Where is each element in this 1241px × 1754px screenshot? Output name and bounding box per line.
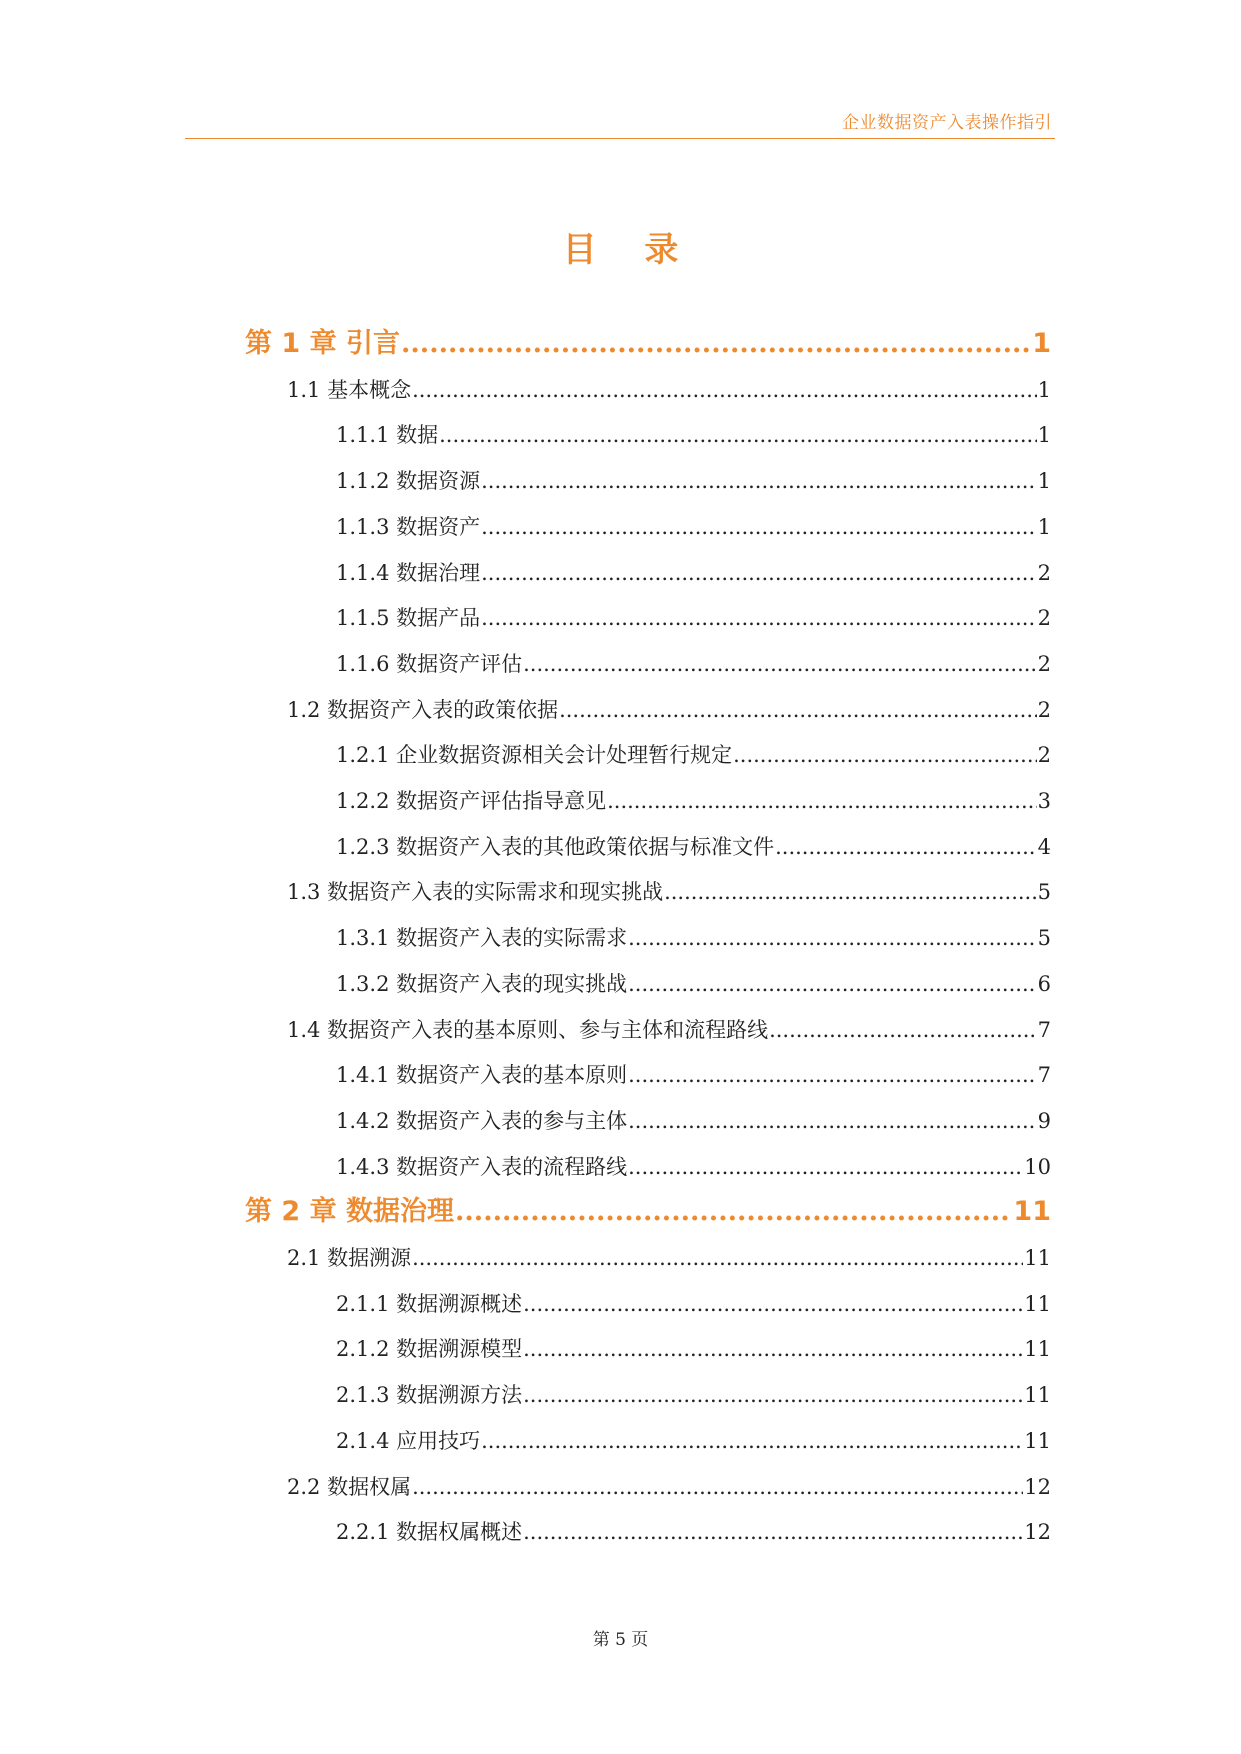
toc-entry-page-number: 4: [1037, 834, 1051, 859]
dot-leader: [523, 1289, 1023, 1319]
dot-leader: [733, 740, 1037, 770]
toc-entry-page-number: 11: [1024, 1291, 1051, 1316]
dot-leader: [481, 466, 1037, 496]
page-header: [185, 104, 1055, 139]
dot-leader: [628, 969, 1037, 999]
toc-subsection-entry[interactable]: [336, 1426, 1051, 1456]
dot-leader: [412, 375, 1037, 405]
toc-entry-page-number: 2: [1037, 697, 1051, 722]
toc-subsection-entry[interactable]: [336, 466, 1051, 496]
dot-leader: [607, 786, 1037, 816]
toc-entry-page-number: 7: [1037, 1017, 1051, 1042]
toc-subsection-entry[interactable]: [336, 649, 1051, 679]
toc-entry-label: 1.1.4 数据治理: [336, 560, 481, 585]
toc-entry-page-number: 7: [1037, 1063, 1051, 1088]
toc-entry-label: 1.1.3 数据资产: [336, 514, 481, 539]
toc-entry-label: 1.4 数据资产入表的基本原则、参与主体和流程路线: [287, 1017, 769, 1042]
toc-chapter-entry[interactable]: [245, 1197, 1051, 1227]
toc-subsection-entry[interactable]: [336, 1152, 1051, 1182]
toc-entry-page-number: 11: [1024, 1337, 1051, 1362]
toc-entry-label: 2.1 数据溯源: [287, 1246, 412, 1270]
toc-entry-label: 2.2.1 数据权属概述: [336, 1520, 523, 1545]
toc-entry-page-number: 5: [1037, 926, 1051, 951]
toc-section-entry[interactable]: [287, 1472, 1051, 1502]
dot-leader: [628, 923, 1037, 953]
toc-entry-page-number: 1: [1037, 469, 1051, 494]
toc-subsection-entry[interactable]: [336, 1380, 1051, 1410]
dot-leader: [412, 1472, 1023, 1502]
dot-leader: [628, 1152, 1023, 1182]
dot-leader: [481, 512, 1037, 542]
toc-subsection-entry[interactable]: [336, 1517, 1051, 1547]
toc-entry-page-number: 12: [1024, 1474, 1051, 1499]
toc-entry-label: 1.1.2 数据资源: [336, 469, 481, 494]
toc-entry-label: 2.1.1 数据溯源概述: [336, 1291, 523, 1316]
toc-entry-label: 2.2 数据权属: [287, 1474, 412, 1499]
dot-leader: [412, 1243, 1023, 1273]
toc-entry-label: 1.3.2 数据资产入表的现实挑战: [336, 971, 628, 996]
toc-entry-label: 1.4.2 数据资产入表的参与主体: [336, 1108, 628, 1133]
toc-entry-page-number: 2: [1037, 560, 1051, 585]
toc-entry-page-number: 10: [1024, 1154, 1051, 1179]
toc-subsection-entry[interactable]: [336, 786, 1051, 816]
toc-entry-page-number: 11: [1024, 1246, 1051, 1270]
toc-entry-label: 1.3 数据资产入表的实际需求和现实挑战: [287, 880, 664, 905]
dot-leader: [439, 420, 1037, 450]
toc-entry-page-number: 12: [1024, 1520, 1051, 1545]
dot-leader: [481, 1426, 1023, 1456]
toc-entry-label: 1.4.3 数据资产入表的流程路线: [336, 1154, 628, 1179]
toc-entry-page-number: 2: [1037, 651, 1051, 676]
toc-entry-page-number: 5: [1037, 880, 1051, 905]
toc-entry-label: 2.1.2 数据溯源模型: [336, 1337, 523, 1362]
document-title: 企业数据资产入表操作指引: [842, 113, 1052, 133]
toc-entry-page-number: 2: [1037, 606, 1051, 631]
toc-section-entry[interactable]: [287, 1015, 1051, 1045]
toc-entry-label: 1.4.1 数据资产入表的基本原则: [336, 1063, 628, 1088]
toc-section-entry[interactable]: [287, 695, 1051, 725]
dot-leader: [481, 603, 1037, 633]
toc-entry-page-number: 1: [1037, 377, 1051, 402]
dot-leader: [664, 877, 1037, 907]
toc-entry-page-number: 2: [1037, 743, 1051, 768]
toc-entry-label: 2.1.3 数据溯源方法: [336, 1383, 523, 1408]
toc-entry-page-number: 1: [1032, 328, 1051, 359]
toc-entry-label: 1.1.1 数据: [336, 423, 439, 448]
toc-subsection-entry[interactable]: [336, 558, 1051, 588]
toc-entry-page-number: 11: [1013, 1196, 1051, 1228]
dot-leader: [523, 649, 1037, 679]
toc-entry-label: 第 2 章 数据治理: [245, 1196, 454, 1228]
toc-entry-page-number: 11: [1024, 1383, 1051, 1408]
toc-subsection-entry[interactable]: [336, 740, 1051, 770]
dot-leader: [628, 1106, 1037, 1136]
dot-leader: [523, 1517, 1023, 1547]
toc-entry-label: 1.2.2 数据资产评估指导意见: [336, 789, 607, 813]
toc-entry-label: 1.2.1 企业数据资源相关会计处理暂行规定: [336, 743, 733, 768]
dot-leader: [455, 1197, 1012, 1227]
toc-entry-page-number: 1: [1037, 514, 1051, 539]
toc-entry-page-number: 1: [1037, 423, 1051, 448]
toc-entry-page-number: 9: [1037, 1108, 1051, 1133]
toc-subsection-entry[interactable]: [336, 1334, 1051, 1364]
toc-subsection-entry[interactable]: [336, 512, 1051, 542]
toc-subsection-entry[interactable]: [336, 420, 1051, 450]
dot-leader: [628, 1060, 1037, 1090]
toc-section-entry[interactable]: [287, 1243, 1051, 1273]
toc-entry-page-number: 3: [1037, 789, 1051, 813]
toc-subsection-entry[interactable]: [336, 1289, 1051, 1319]
toc-entry-label: 2.1.4 应用技巧: [336, 1428, 481, 1453]
toc-subsection-entry[interactable]: [336, 969, 1051, 999]
toc-entry-page-number: 6: [1037, 971, 1051, 996]
toc-subsection-entry[interactable]: [336, 603, 1051, 633]
dot-leader: [775, 832, 1037, 862]
toc-subsection-entry[interactable]: [336, 1106, 1051, 1136]
dot-leader: [523, 1334, 1023, 1364]
toc-entry-label: 1.1.5 数据产品: [336, 606, 481, 631]
toc-entry-label: 第 1 章 引言: [245, 328, 400, 359]
dot-leader: [481, 558, 1037, 588]
toc-section-entry[interactable]: [287, 375, 1051, 405]
page-number: 第 5 页: [592, 1630, 649, 1650]
dot-leader: [523, 1380, 1023, 1410]
dot-leader: [559, 695, 1037, 725]
toc-entry-label: 1.1.6 数据资产评估: [336, 651, 523, 676]
toc-entry-label: 1.2 数据资产入表的政策依据: [287, 697, 559, 722]
toc-entry-label: 1.3.1 数据资产入表的实际需求: [336, 926, 628, 951]
toc-chapter-entry[interactable]: [245, 329, 1051, 359]
toc-subsection-entry[interactable]: [336, 1060, 1051, 1090]
toc-entry-label: 1.2.3 数据资产入表的其他政策依据与标准文件: [336, 834, 775, 859]
toc-subsection-entry[interactable]: [336, 923, 1051, 953]
dot-leader: [769, 1015, 1037, 1045]
toc-entry-label: 1.1 基本概念: [287, 377, 412, 402]
toc-heading: 目 录: [562, 230, 697, 270]
toc-section-entry[interactable]: [287, 877, 1051, 907]
dot-leader: [401, 329, 1031, 359]
toc-entry-page-number: 11: [1024, 1428, 1051, 1453]
toc-subsection-entry[interactable]: [336, 832, 1051, 862]
